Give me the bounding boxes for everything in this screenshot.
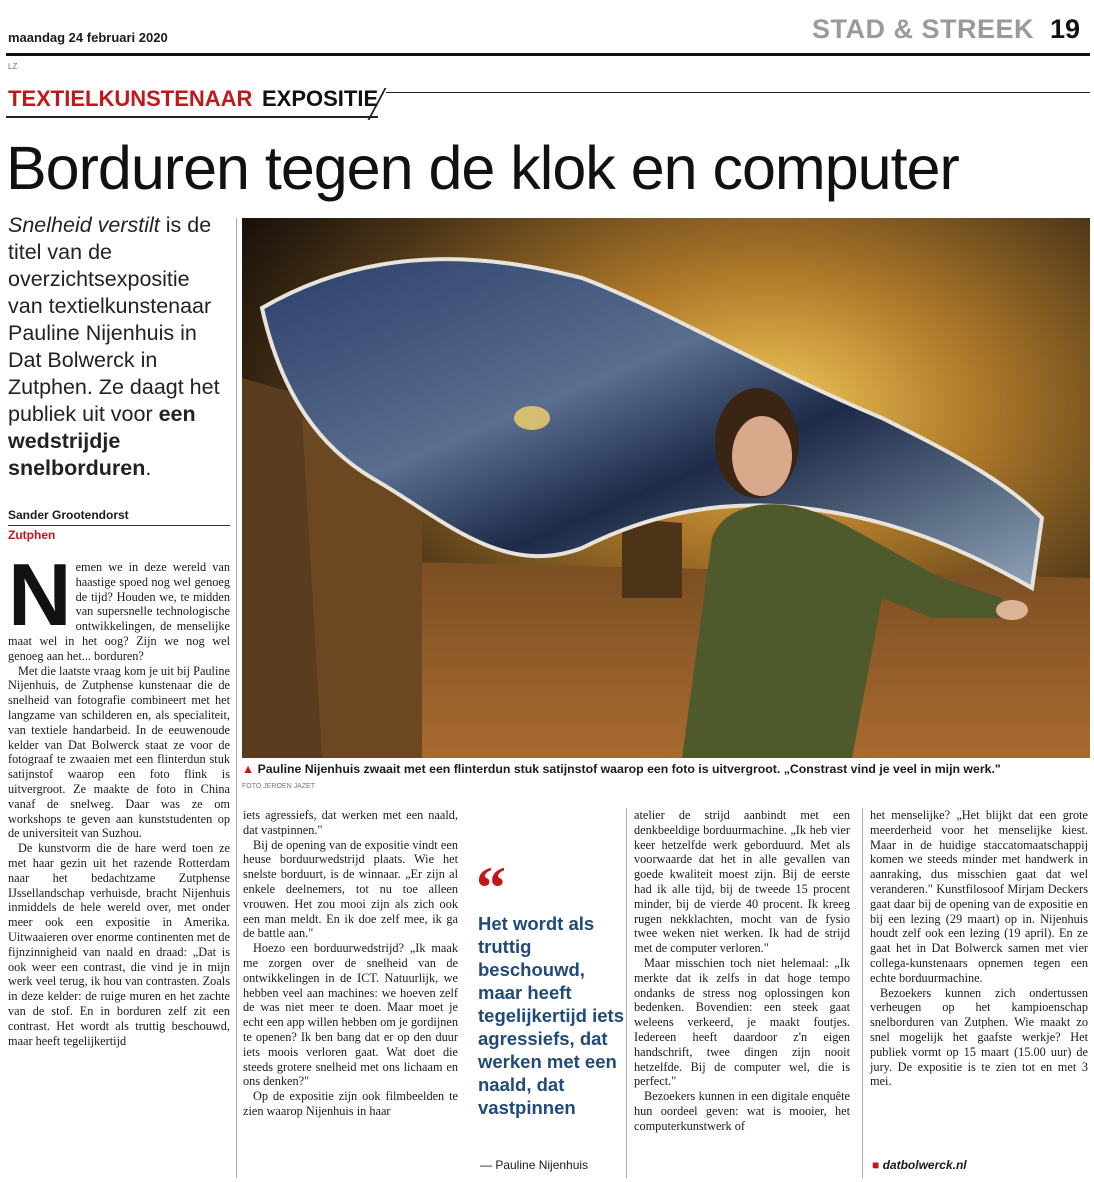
column-divider [236,218,237,1178]
body-column-1 [8,545,230,1048]
intro-highlight: een wedstrijdje snelborduren [8,402,196,480]
caption-text: Pauline Nijenhuis zwaait met een flinterdun stuk satijnstof waarop een foto is uitvergroot. „Constrast vind je veel in mijn werk." [257,762,1001,776]
edition-code: LZ [8,62,18,71]
header-rule [6,53,1090,56]
dropcap: N [8,545,72,644]
paragraph: Hoezo een borduurwedstrijd? „Ik maak me zorgen over de snelheid van de ontwikkelingen in de ICT. Natuurlijk, we hebben veel aan machines: we hoeven zelf de was niet meer te doen. Maar moet je echt een app willen hebben om je gordijnen te openen? Ik ben bang dat er op den duur iets moois verloren gaat. Wat doet die steeds grotere snelheid met ons lichaam en ons denken?" [243,941,458,1089]
intro-text: is de titel van de overzichtsexpositie van textielkunstenaar Pauline Nijenhuis in Dat Bolwerck in Zutphen. Ze daagt het publiek uit voor [8,213,220,426]
intro-paragraph [8,212,230,482]
paragraph: Maar misschien toch niet helemaal: „Ik merkte dat ik zelfs in dat hoge tempo ondanks de stress nog oplossingen kon bedenken. Bovendien: een steek gaat weleens verkeerd, je maakt foutjes. Iedereen heeft daardoor z'n eigen handschrift, twee dingen zijn nooit hetzelfde. Bij de computer wel, die is perfect." [634,955,850,1089]
paragraph: Bezoekers kunnen in een digitale enquête hun oordeel geven: wat is mooier, het computerkunstwerk of [634,1089,850,1133]
column-divider [862,808,863,1178]
byline-author: Sander Grootendorst [8,508,129,522]
byline-rule [8,525,230,526]
square-bullet-icon: ■ [872,1158,880,1172]
kicker-rule [386,92,1090,93]
person-face [732,416,792,496]
paragraph: De kunstvorm die de hare werd toen ze met haar gezin uit het razende Rotterdam naar het bedachtzame Zutphense IJssellandschap verhuisde, bracht Nijenhuis inmiddels de hele wereld over, met onder meer ook een expositie in Amerika. Uitwaaieren over enorme continenten met de fijnzinnigheid van naald en draad: „Dat is ook weer een contrast, die vind je in mijn werk veel terug, ik hou van contrasten. Zoals in deze kelder: de ruige muren en het zachte van de stof. En in borduren zelf zit een contrast. Het wordt als truttig beschouwd, maar heeft tegelijkertijd [8,841,230,1048]
byline-place: Zutphen [8,528,56,542]
pillar-back [622,518,682,598]
paragraph: het menselijke? „Het blijkt dat een grote meerderheid voor het menselijke kiest. Maar in de huidige staccatomaatschappij komen we steeds minder met handwerk in aanraking, dus misschien gaat dat wel veranderen." Kunstfilosoof Mirjam Deckers gaat daar bij de opening van de expositie en bij een lezing (29 maart) op in. Nijenhuis houdt zelf ook een lezing (19 april). En ze gaat het in Dat Bolwerck samen met vier collega-kunstenaars opnemen tegen een echte borduurmachine. [870,808,1088,985]
headline: Borduren tegen de klok en computer [6,134,959,202]
body-column-3 [634,808,850,1134]
pull-quote: Het wordt als truttig beschouwd, maar heeft tegelijkertijd iets agressiefs, dat werken met een naald, dat vastpinnen [478,913,624,1118]
photo-credit: FOTO JEROEN JAZET [242,783,315,790]
intro-italic-title: Snelheid verstilt [8,213,160,237]
section-title: STAD & STREEK [811,14,1034,44]
article-photo [242,218,1090,758]
publication-date: maandag 24 februari 2020 [8,30,168,45]
intro-end: . [145,456,152,480]
kicker-underline [6,116,378,118]
page-number: 19 [1049,14,1080,44]
body-column-4 [870,808,1088,1089]
cloth-light-spot [514,406,550,430]
paragraph: Bij de opening van de expositie vindt een heuse borduurwedstrijd plaats. Wie het snelste borduurt, is de winnaar. „Er zijn al enkele deelnemers, tot nu toe alleen vrouwen. Het zou mooi zijn als zich ook een man meldt. En ik doe zelf mee, ik ga de battle aan." [243,837,458,941]
kicker-label: EXPOSITIE [262,86,379,111]
paragraph: iets agressiefs, dat werken met een naald, dat vastpinnen." [243,808,458,837]
kicker-topic: TEXTIELKUNSTENAAR [8,86,253,111]
website-url: datbolwerck.nl [882,1158,967,1172]
paragraph: atelier de strijd aanbindt met een denkbeeldige borduurmachine. „Ik heb vier keer hetzelfde werk geborduurd. Met als voorwaarde dat het in alle gevallen van goede kwaliteit moest zijn. Bij de eerste had ik alle tijd, bij de tweede 15 procent minder, bij de vierde 40 procent. Ik kreeg rugen nekklachten, mocht van de fysio twee weken niet werken. Ik had de strijd met de computer verloren." [634,808,850,956]
paragraph: Bezoekers kunnen zich ondertussen verheugen op het kampioenschap snelborduren van Zutphen. Wie maakt zo snel mogelijk het gaafste werkje? Het publiek vormt op 15 maart (15.00 uur) de jury. De expositie is te zien tot en met 3 mei. [870,985,1088,1089]
body-column-2 [243,808,458,1119]
paragraph: Met die laatste vraag kom je uit bij Pauline Nijenhuis, de Zutphense kunstenaar die de snelheid van fotografie combineert met het langzame van schilderen en, als specialiteit, van textiele handarbeid. In de eeuwenoude kelder van Dat Bolwerck staat ze voor de fotograaf te zwaaien met een flinterdun stuk satijnstof waarop een foto flink is uitvergroot. Ze maakte de foto in China vanaf de snelweg. Daar was ze om workshops te geven aan kunststudenten op de universiteit van Suzhou. [8,663,230,841]
caption-marker-icon: ▲ [242,762,255,776]
pull-quote-attribution: — Pauline Nijenhuis [480,1158,589,1172]
quote-mark-icon: “ [476,855,506,921]
person-hand [996,600,1028,620]
paragraph: Op de expositie zijn ook filmbeelden te zien waarop Nijenhuis in haar [243,1089,458,1118]
paragraph: emen we in deze wereld van haastige spoed nog wel genoeg de tijd? Houden we, te midden van supersnelle technologische ontwikkelingen, de menselijke maat wel in het oog? Zijn we nog wel genoeg aan het... borduren? [8,560,230,663]
website-link[interactable] [872,1158,967,1172]
photo-caption [242,762,1090,776]
